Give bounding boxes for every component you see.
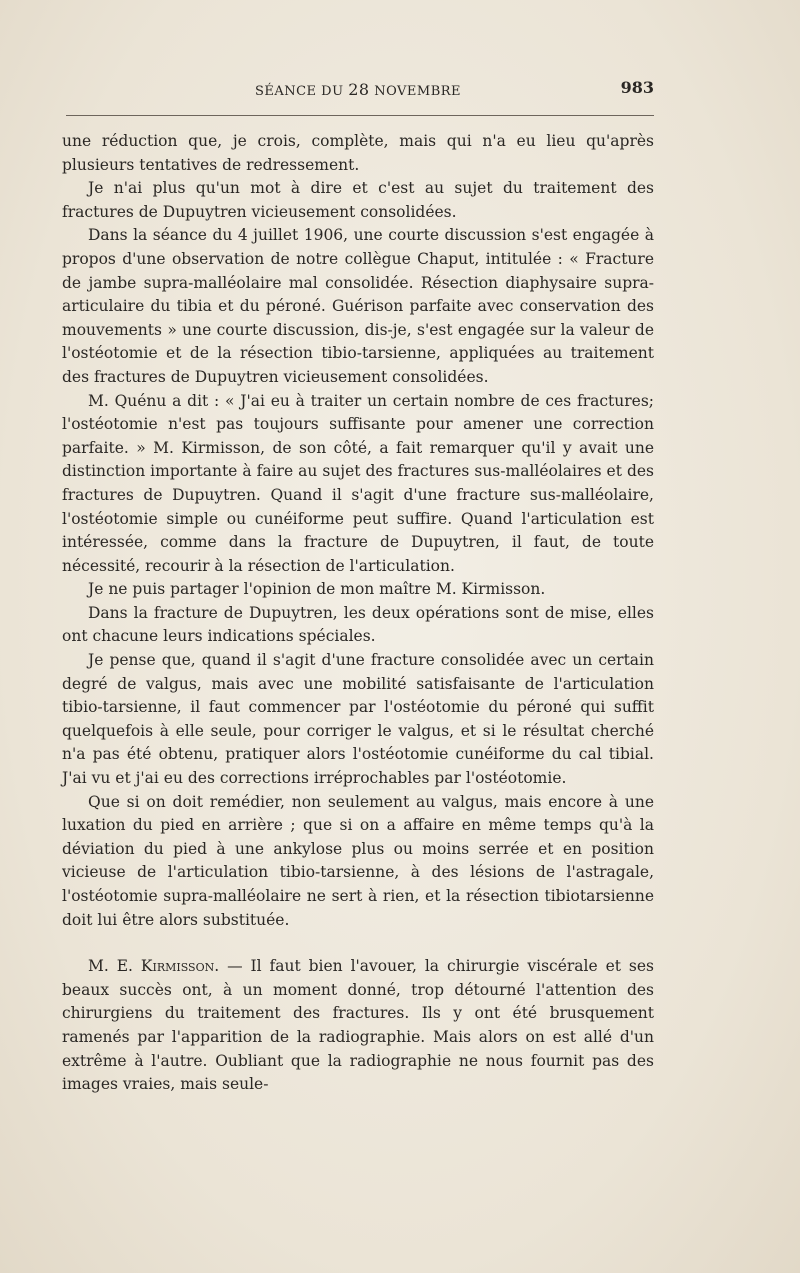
- header-rule: [66, 115, 654, 116]
- speaker-prefix: M. E.: [88, 957, 141, 976]
- paragraph: Je ne puis partager l'opinion de mon maître M. Kirmisson.: [88, 580, 546, 599]
- paragraph: Dans la fracture de Dupuytren, les deux opérations sont de mise, elles ont chacune leurs indications spéciales.: [62, 603, 654, 646]
- running-title-suffix: NOVEMBRE: [369, 84, 462, 99]
- running-title: [62, 80, 654, 99]
- running-title-prefix: SÉANCE DU: [254, 84, 349, 99]
- speaker-name: Kirmisson: [140, 957, 215, 976]
- running-title-number: 28: [348, 80, 370, 99]
- paragraph-kirmisson: [62, 955, 654, 1097]
- speaker-text: Il faut bien l'avouer, la chirurgie viscérale et ses beaux succès ont, à un moment donné, trop détourné l'attention des chirurgiens du traitement des fractures. Ils y ont été brusquement ramenés par l'apparition de la radiographie. Mais alors on est allé d'un extrême à l'autre. Oubliant que la radiographie ne nous fournit pas des images vraies, mais seule-: [62, 957, 654, 1094]
- paragraph: Je pense que, quand il s'agit d'une fracture consolidée avec un certain degré de valgus, mais avec une mobilité satisfaisante de l'articulation tibio-tarsienne, il faut commencer par l'ostéotomie du péroné qui suffit quelquefois à elle seule, pour corriger le valgus, et si le résultat cherché n'a pas été obtenu, pratiquer alors l'ostéotomie cunéiforme du cal tibial. J'ai vu et j'ai eu des corrections irréprochables par l'ostéotomie.: [62, 651, 654, 788]
- paragraph: Je n'ai plus qu'un mot à dire et c'est au sujet du traitement des fractures de Dupuytren vicieusement consolidées.: [62, 179, 654, 221]
- page-header: [62, 78, 654, 98]
- body-text: [62, 130, 654, 1097]
- paragraph-continuation: une réduction que, je crois, complète, mais qui n'a eu lieu qu'après plusieurs tentatives de redressement.: [62, 132, 654, 174]
- speaker-suffix: . —: [214, 957, 251, 976]
- page-number: 983: [620, 78, 654, 97]
- paragraph: Que si on doit remédier, non seulement au valgus, mais encore à une luxation du pied en arrière ; que si on a affaire en même temps qu'à la déviation du pied à une ankylose plus ou moins serrée et en position vicieuse de l'articulation tibio-tarsienne, à des lésions de l'astragale, l'ostéotomie supra-malléolaire ne sert à rien, et la résection tibiotarsienne doit lui être alors substituée.: [62, 792, 654, 929]
- paragraph: M. Quénu a dit : « J'ai eu à traiter un certain nombre de ces fractures; l'ostéotomie n'est pas toujours suffisante pour amener une correction parfaite. » M. Kirmisson, de son côté, a fait remarquer qu'il y avait une distinction importante à faire au sujet des fractures sus-malléolaires et des fractures de Dupuytren. Quand il s'agit d'une fracture sus-malléolaire, l'ostéotomie simple ou cunéiforme peut suffire. Quand l'articulation est intéressée, comme dans la fracture de Dupuytren, il faut, de toute nécessité, recourir à la résection de l'articulation.: [62, 391, 654, 575]
- paragraph: Dans la séance du 4 juillet 1906, une courte discussion s'est engagée à propos d'une observation de notre collègue Chaput, intitulée : « Fracture de jambe supra-malléolaire mal consolidée. Résection diaphysaire supra-articulaire du tibia et du péroné. Guérison parfaite avec conservation des mouvements » une courte discussion, dis-je, s'est engagée sur la valeur de l'ostéotomie et de la résection tibio-tarsienne, appliquées au traitement des fractures de Dupuytren vicieusement consolidées.: [62, 226, 654, 386]
